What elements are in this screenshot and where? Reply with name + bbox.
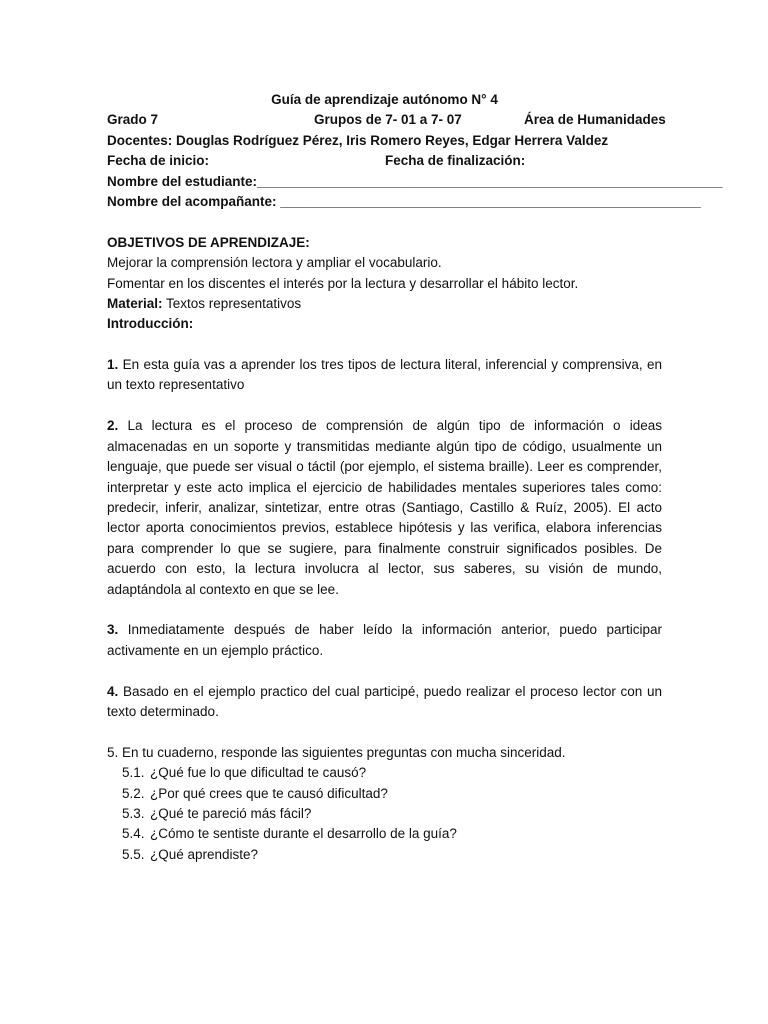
paragraph-number: 3.: [107, 622, 119, 638]
questions-intro: 5. En tu cuaderno, responde las siguientes preguntas con mucha sinceridad.: [107, 744, 566, 760]
question-item: [107, 804, 662, 824]
student-name-line: Nombre del estudiante:______________________________________________________________: [107, 173, 723, 189]
paragraph-3: [107, 620, 662, 661]
guide-title: Guía de aprendizaje autónomo N° 4: [271, 92, 498, 107]
material-label: Material:: [107, 295, 163, 311]
question-item: [107, 845, 662, 865]
paragraph-number: 4.: [107, 683, 119, 699]
end-date-label: Fecha de finalización:: [385, 153, 526, 169]
question-text: ¿Qué te pareció más fácil?: [150, 805, 312, 821]
teachers-line: Docentes: Douglas Rodríguez Pérez, Iris Romero Reyes, Edgar Herrera Valdez: [107, 132, 609, 148]
paragraph-4: [107, 682, 662, 723]
dates-row: [107, 151, 662, 171]
paragraph-text: Inmediatamente después de haber leído la información anterior, puedo participar activamente en un ejemplo práctico.: [107, 622, 662, 658]
material-value: Textos representativos: [162, 295, 302, 311]
paragraph-text: Basado en el ejemplo practico del cual participé, puedo realizar el proceso lector con un texto determinado.: [107, 683, 662, 719]
question-number: 5.4.: [122, 826, 145, 842]
question-item: [107, 763, 662, 783]
question-text: ¿Qué fue lo que dificultad te causó?: [150, 765, 367, 781]
question-number: 5.3.: [122, 805, 145, 821]
paragraph-text: En esta guía vas a aprender los tres tipos de lectura literal, inferencial y comprensiva, en un texto representativo: [107, 357, 662, 393]
document-content: [107, 90, 723, 865]
question-text: ¿Cómo te sentiste durante el desarrollo de la guía?: [150, 826, 457, 842]
companion-name-line: Nombre del acompañante: ________________________________________________________: [107, 193, 701, 209]
objective-item: Fomentar en los discentes el interés por la lectura y desarrollar el hábito lector.: [107, 275, 579, 291]
paragraph-2: [107, 416, 662, 600]
grade-label: Grado 7: [107, 112, 159, 128]
paragraph-text: La lectura es el proceso de comprensión de algún tipo de información o ideas almacenadas en un soporte y transmitidas mediante algún tipo de código, usualmente un lenguaje, que puede ser visual o táctil (por ejemplo, el sistema braille). Leer es comprender, interpretar y este acto implica el ejercicio de habilidades mentales superiores tales como: predecir, inferir, analizar, sintetizar, entre otras (Santiago, Castillo & Ruíz, 2005). El acto lector aporta conocimientos previos, establece hipótesis y las verifica, elabora inferencias para comprender lo que se sugiere, para finalmente construir significados posibles. De acuerdo con esto, la lectura involucra al lector, sus saberes, su visión de mundo, adaptándola al contexto en que se lee.: [107, 418, 662, 597]
paragraph-number: 2.: [107, 418, 119, 434]
objective-item: Mejorar la comprensión lectora y ampliar el vocabulario.: [107, 255, 442, 271]
start-date-label: Fecha de inicio:: [107, 153, 210, 169]
question-number: 5.2.: [122, 785, 145, 801]
material-line: [107, 294, 662, 314]
question-item: [107, 784, 662, 804]
question-number: 5.1.: [122, 765, 145, 781]
question-text: ¿Por qué crees que te causó dificultad?: [150, 785, 388, 801]
question-item: [107, 824, 662, 844]
area-label: Área de Humanidades: [524, 112, 666, 128]
groups-label: Grupos de 7- 01 a 7- 07: [314, 112, 462, 128]
paragraph-number: 1.: [107, 357, 119, 373]
question-text: ¿Qué aprendiste?: [150, 846, 259, 862]
objectives-heading: OBJETIVOS DE APRENDIZAJE:: [107, 234, 310, 250]
intro-heading: Introducción:: [107, 316, 194, 332]
question-number: 5.5.: [122, 846, 145, 862]
paragraph-1: [107, 355, 662, 396]
grade-row: [107, 110, 666, 130]
